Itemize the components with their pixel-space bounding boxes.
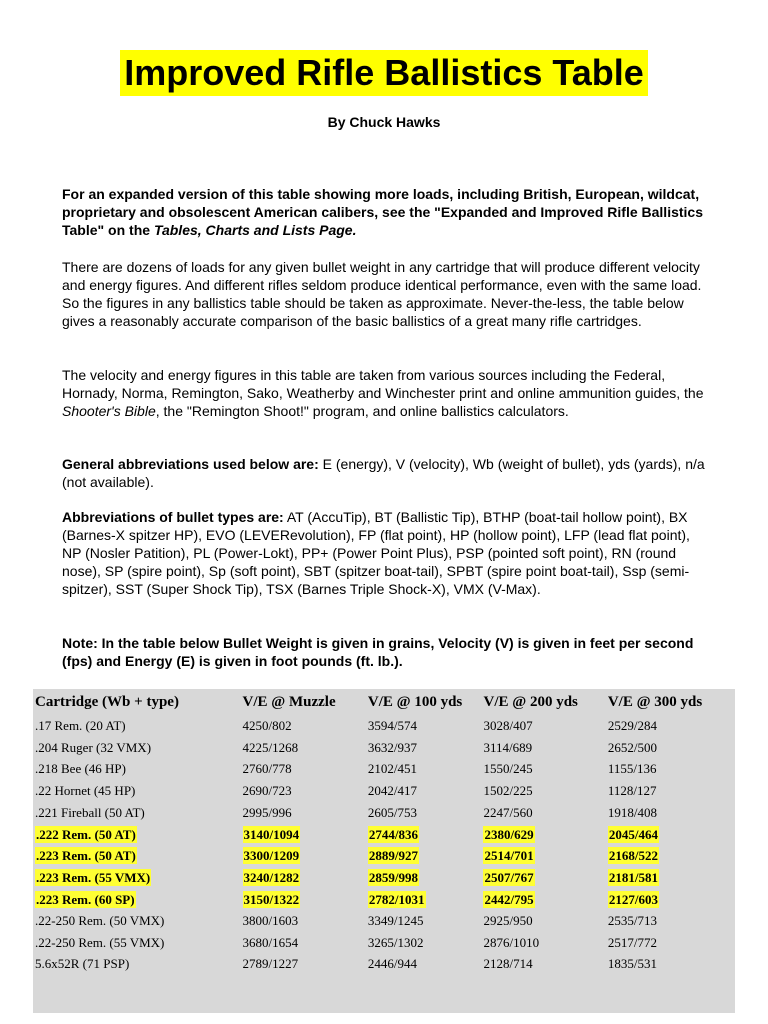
cell-100-yds: 2102/451 bbox=[367, 761, 417, 777]
cell-100-yds bbox=[366, 867, 482, 889]
header-cartridge: Cartridge (Wb + type) bbox=[35, 693, 179, 710]
cell-muzzle: 3800/1603 bbox=[242, 913, 299, 929]
cell-cartridge: .204 Ruger (32 VMX) bbox=[35, 739, 152, 755]
table-row bbox=[33, 715, 735, 737]
table-row bbox=[33, 737, 735, 759]
ballistics-table bbox=[33, 689, 735, 975]
cell-cartridge: .22-250 Rem. (55 VMX) bbox=[35, 934, 165, 950]
cell-300-yds: 1918/408 bbox=[607, 804, 657, 820]
cell-100-yds: 3632/937 bbox=[367, 739, 417, 755]
table-row bbox=[33, 823, 735, 845]
shooters-bible-title: Shooter's Bible bbox=[62, 403, 156, 419]
highlighted-value: .223 Rem. (60 SP) bbox=[36, 891, 135, 907]
cell-200-yds: 2247/560 bbox=[483, 804, 533, 820]
cell-300-yds: 1155/136 bbox=[607, 761, 657, 777]
cell-cartridge: 5.6x52R (71 PSP) bbox=[35, 956, 130, 972]
bullet-abbreviations-text: AT (AccuTip), BT (Ballistic Tip), BTHP (boat-tail hollow point), BX (Barnes-X spitzer HP), EVO (LEVERevolution), FP (flat point), HP (hollow point), LFP (lead flat point), NP (Nosler Patition), PL (Power-Lokt), PP+ (Power Point Plus), PSP (pointed soft point), RN (round nose), SP (spire point), Sp (soft point), SBT (spitzer boat-tail), SPBT (spire point boat-tail), Ssp (semi-spitzer), SST (Super Shock Tip), TSX (Barnes Triple Shock-X), VMX (V-Max). bbox=[62, 509, 690, 597]
highlighted-value: 2045/464 bbox=[608, 826, 658, 842]
cell-muzzle bbox=[241, 823, 366, 845]
highlighted-value: .223 Rem. (50 AT) bbox=[36, 848, 136, 864]
cell-100-yds: 2042/417 bbox=[367, 782, 417, 798]
cell-200-yds: 3028/407 bbox=[483, 717, 533, 733]
cell-muzzle: 2789/1227 bbox=[242, 956, 299, 972]
cell-muzzle: 2995/996 bbox=[242, 804, 292, 820]
highlighted-value: 3240/1282 bbox=[243, 870, 300, 886]
cell-200-yds bbox=[481, 889, 605, 911]
bullet-abbreviations-label: Abbreviations of bullet types are: bbox=[62, 509, 284, 525]
highlighted-value: 2181/581 bbox=[608, 870, 658, 886]
cell-muzzle: 4250/802 bbox=[242, 717, 292, 733]
highlighted-value: 2168/522 bbox=[608, 848, 658, 864]
cell-300-yds bbox=[606, 823, 735, 845]
cell-cartridge bbox=[33, 845, 241, 867]
general-abbreviations-paragraph bbox=[62, 455, 712, 491]
cell-200-yds bbox=[481, 867, 605, 889]
cell-100-yds: 3265/1302 bbox=[367, 934, 424, 950]
cell-cartridge bbox=[33, 867, 241, 889]
cell-200-yds bbox=[481, 845, 605, 867]
highlighted-value: 2889/927 bbox=[368, 848, 418, 864]
cell-cartridge bbox=[33, 823, 241, 845]
cell-100-yds bbox=[366, 889, 482, 911]
header-100-yds: V/E @ 100 yds bbox=[367, 693, 463, 710]
general-abbreviations-text: E (energy), V (velocity), Wb (weight of bullet), yds (yards), n/a (not available). bbox=[62, 456, 705, 490]
ballistics-table-container bbox=[33, 689, 735, 1013]
cell-100-yds bbox=[366, 845, 482, 867]
bullet-abbreviations-paragraph bbox=[62, 508, 712, 598]
header-300-yds: V/E @ 300 yds bbox=[607, 693, 703, 710]
table-body bbox=[33, 715, 735, 975]
cell-cartridge bbox=[33, 889, 241, 911]
sources-text-after: , the "Remington Shoot!" program, and online ballistics calculators. bbox=[155, 403, 569, 419]
cell-200-yds bbox=[481, 823, 605, 845]
cell-100-yds: 3349/1245 bbox=[367, 913, 424, 929]
tables-page-link[interactable]: Tables, Charts and Lists Page. bbox=[153, 222, 357, 238]
table-row bbox=[33, 845, 735, 867]
table-row bbox=[33, 954, 735, 976]
highlighted-value: 2507/767 bbox=[484, 870, 534, 886]
table-row bbox=[33, 802, 735, 824]
header-muzzle: V/E @ Muzzle bbox=[242, 693, 336, 710]
title-container bbox=[0, 50, 768, 96]
page-title: Improved Rifle Ballistics Table bbox=[120, 50, 648, 96]
highlighted-value: 2127/603 bbox=[608, 891, 658, 907]
highlighted-value: 2380/629 bbox=[484, 826, 534, 842]
highlighted-value: 2782/1031 bbox=[368, 891, 425, 907]
header-200-yds: V/E @ 200 yds bbox=[483, 693, 578, 710]
general-abbreviations-label: General abbreviations used below are: bbox=[62, 456, 319, 472]
cell-300-yds: 1835/531 bbox=[607, 956, 657, 972]
table-row bbox=[33, 910, 735, 932]
sources-text-before: The velocity and energy figures in this table are taken from various sources including the Federal, Hornady, Norma, Remington, Sako, Weatherby and Winchester print and online ammunition guides, the bbox=[62, 367, 704, 401]
highlighted-value: .223 Rem. (55 VMX) bbox=[36, 870, 151, 886]
highlighted-value: 3300/1209 bbox=[243, 848, 300, 864]
highlighted-value: 3140/1094 bbox=[243, 826, 300, 842]
table-row bbox=[33, 780, 735, 802]
highlighted-value: 2514/701 bbox=[484, 848, 534, 864]
cell-cartridge: .17 Rem. (20 AT) bbox=[35, 717, 126, 733]
cell-300-yds: 2652/500 bbox=[607, 739, 657, 755]
table-row bbox=[33, 758, 735, 780]
cell-cartridge: .221 Fireball (50 AT) bbox=[35, 804, 145, 820]
loads-paragraph: There are dozens of loads for any given bullet weight in any cartridge that will produce different velocity and energy figures. And different rifles seldom produce identical performance, even with the same load. So the figures in any ballistics table should be taken as approximate. Never-the-less, the table below gives a reasonably accurate comparison of the basic ballistics of a great many rifle cartridges. bbox=[62, 259, 702, 329]
cell-300-yds: 2535/713 bbox=[607, 913, 657, 929]
highlighted-value: 2859/998 bbox=[368, 870, 418, 886]
cell-300-yds: 2529/284 bbox=[607, 717, 657, 733]
units-note: Note: In the table below Bullet Weight is given in grains, Velocity (V) is given in feet per second (fps) and Energy (E) is given in foot pounds (ft. lb.). bbox=[62, 635, 694, 669]
cell-100-yds: 3594/574 bbox=[367, 717, 417, 733]
table-row bbox=[33, 932, 735, 954]
cell-200-yds: 1502/225 bbox=[483, 782, 533, 798]
cell-300-yds: 1128/127 bbox=[607, 782, 657, 798]
cell-300-yds bbox=[606, 867, 735, 889]
cell-muzzle bbox=[241, 889, 366, 911]
cell-200-yds: 3114/689 bbox=[483, 739, 533, 755]
table-header-row bbox=[33, 689, 735, 715]
cell-200-yds: 2925/950 bbox=[483, 913, 533, 929]
cell-300-yds: 2517/772 bbox=[607, 934, 657, 950]
cell-muzzle: 2760/778 bbox=[242, 761, 292, 777]
highlighted-value: 3150/1322 bbox=[243, 891, 300, 907]
cell-100-yds: 2605/753 bbox=[367, 804, 417, 820]
cell-muzzle bbox=[241, 867, 366, 889]
cell-300-yds bbox=[606, 889, 735, 911]
intro-paragraph bbox=[62, 185, 712, 239]
cell-muzzle: 3680/1654 bbox=[242, 934, 299, 950]
cell-200-yds: 2876/1010 bbox=[483, 934, 540, 950]
cell-muzzle bbox=[241, 845, 366, 867]
cell-100-yds bbox=[366, 823, 482, 845]
highlighted-value: 2442/795 bbox=[484, 891, 534, 907]
author-byline: By Chuck Hawks bbox=[327, 114, 441, 130]
highlighted-value: 2744/836 bbox=[368, 826, 418, 842]
cell-200-yds: 2128/714 bbox=[483, 956, 533, 972]
cell-muzzle: 4225/1268 bbox=[242, 739, 299, 755]
cell-300-yds bbox=[606, 845, 735, 867]
sources-paragraph bbox=[62, 366, 712, 420]
highlighted-value: .222 Rem. (50 AT) bbox=[36, 826, 136, 842]
cell-100-yds: 2446/944 bbox=[367, 956, 417, 972]
intro-text: For an expanded version of this table showing more loads, including British, European, wildcat, proprietary and obsolescent American calibers, see the "Expanded and Improved Rifle Ballistics Table" on the bbox=[62, 186, 703, 238]
cell-cartridge: .22-250 Rem. (50 VMX) bbox=[35, 913, 165, 929]
cell-cartridge: .218 Bee (46 HP) bbox=[35, 761, 126, 777]
cell-muzzle: 2690/723 bbox=[242, 782, 292, 798]
table-row bbox=[33, 889, 735, 911]
cell-cartridge: .22 Hornet (45 HP) bbox=[35, 782, 136, 798]
cell-200-yds: 1550/245 bbox=[483, 761, 533, 777]
table-row bbox=[33, 867, 735, 889]
